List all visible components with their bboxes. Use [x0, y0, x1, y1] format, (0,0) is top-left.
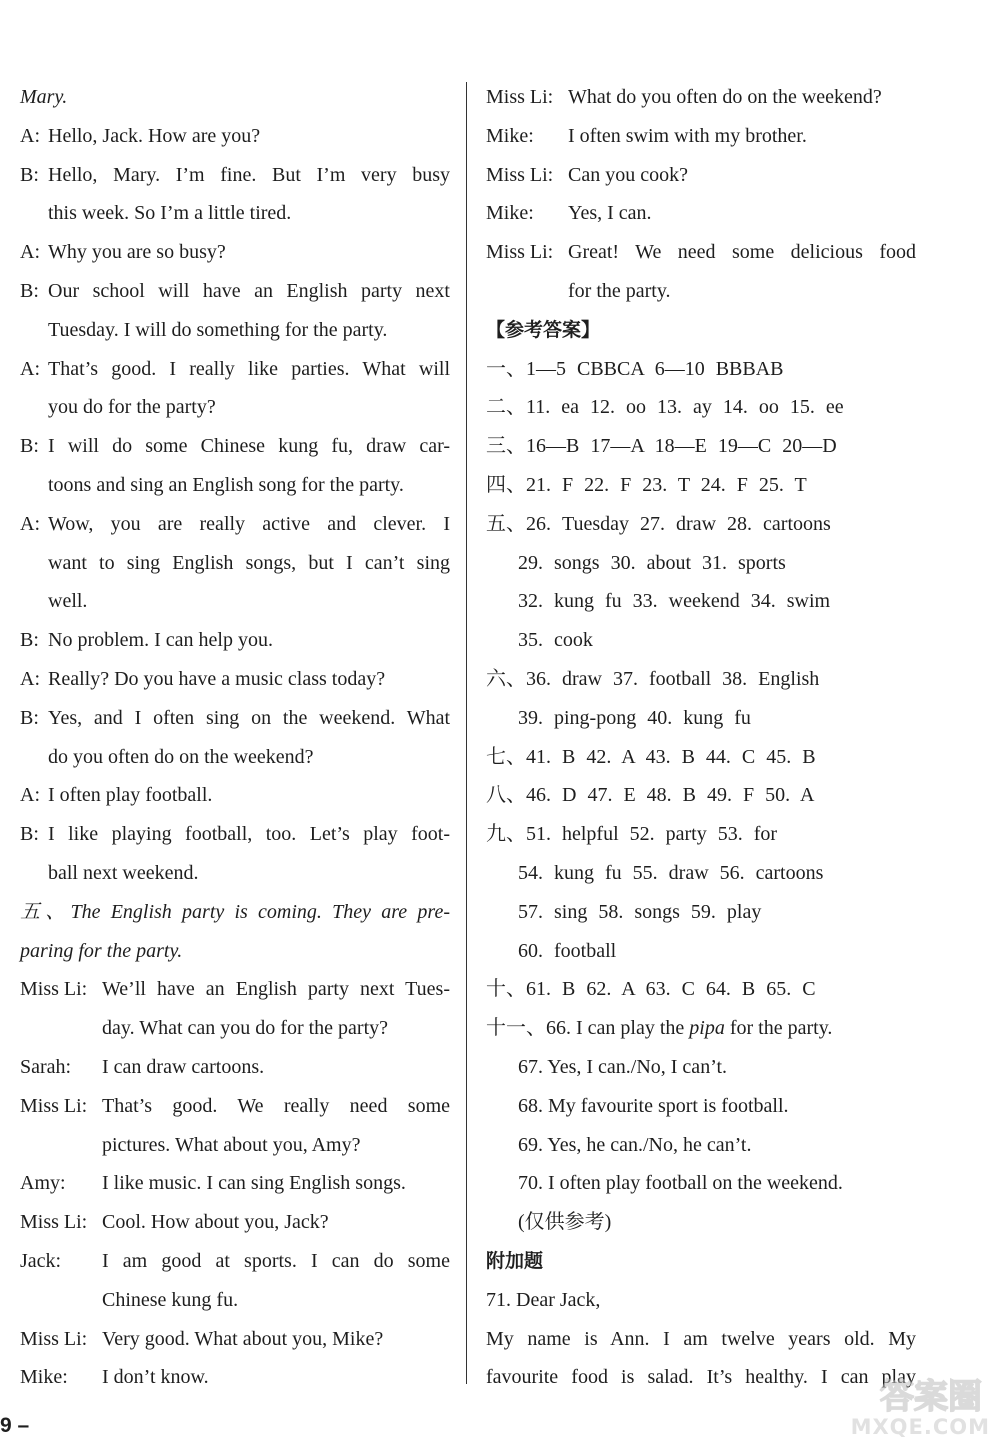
dialogue-line [20, 272, 450, 311]
dialogue-line [20, 1087, 450, 1126]
dialogue-text: Can you cook? [568, 163, 688, 186]
dialogue-text: Our school will have an English party next [48, 279, 450, 302]
dialogue-line [20, 660, 450, 699]
dialogue-text: Really? Do you have a music class today? [48, 667, 386, 690]
speaker-label: A: [20, 241, 40, 264]
section-5-text: 五、The English party is coming. They are pre- [20, 900, 450, 923]
dialogue-text: Tuesday. I will do something for the party. [48, 318, 388, 341]
answer-line-66 [486, 1009, 916, 1048]
dialogue-line [486, 156, 916, 195]
dialogue-text: day. What can you do for the party? [102, 1017, 389, 1040]
dialogue-line [486, 272, 916, 311]
essay-line [486, 1320, 916, 1359]
dialogue-text: this week. So I’m a little tired. [48, 202, 292, 225]
dialogue-line [20, 621, 450, 660]
dialogue-line [20, 117, 450, 156]
column-divider [466, 82, 467, 1384]
dialogue-line [20, 699, 450, 738]
speaker-label: A: [20, 667, 40, 690]
dialogue-text: I will do some Chinese kung fu, draw car- [48, 435, 450, 458]
right-column [486, 78, 916, 1397]
speaker-label: B: [20, 629, 39, 652]
dialogue-line [20, 776, 450, 815]
speaker-label: A: [20, 512, 40, 535]
speaker-label: Miss Li: [20, 978, 88, 1001]
speaker-label: Miss Li: [20, 1211, 88, 1234]
watermark-logo [825, 1369, 990, 1439]
answer-line: 67. Yes, I can./No, I can’t. [518, 1055, 728, 1078]
dialogue-text: No problem. I can help you. [48, 629, 273, 652]
speaker-label: Miss Li: [20, 1327, 88, 1350]
speaker-label: B: [20, 163, 39, 186]
answer-line: 35. cook [518, 629, 593, 652]
dialogue-text: you do for the party? [48, 396, 216, 419]
answer-line: 39. ping-pong 40. kung fu [518, 706, 751, 729]
extra-question-heading: 附加题 [486, 1249, 544, 1272]
answer-line: 四、21. F 22. F 23. T 24. F 25. T [486, 473, 807, 496]
essay-line [486, 1281, 916, 1320]
dialogue-text: for the party. [568, 279, 671, 302]
dialogue-text: Why you are so busy? [48, 241, 226, 264]
dialogue-line [20, 582, 450, 621]
dialogue-line [20, 194, 450, 233]
essay-text: 71. Dear Jack, [486, 1288, 601, 1311]
dialogue-text: I don’t know. [102, 1366, 209, 1389]
answer-line: 70. I often play football on the weekend. [518, 1172, 843, 1195]
dialogue-line [20, 388, 450, 427]
dialogue-line [486, 233, 916, 272]
dialogue-text: I often play football. [48, 784, 213, 807]
dialogue-text: That’s good. We really need some [102, 1094, 450, 1117]
dialogue-speaker-label: Mary. [20, 86, 68, 108]
dialogue-text: Hello, Mary. I’m fine. But I’m very busy [48, 163, 450, 186]
section-5-instruction [20, 893, 450, 932]
dialogue-line [20, 815, 450, 854]
speaker-label: B: [20, 823, 39, 846]
dialogue-line [20, 156, 450, 195]
left-column [20, 78, 450, 1397]
dialogue-line [20, 544, 450, 583]
dialogue-line [20, 233, 450, 272]
speaker-label: Miss Li: [486, 163, 554, 186]
dialogue-text: well. [48, 590, 88, 613]
speaker-label: B: [20, 435, 39, 458]
answer-text: for the party. [724, 1017, 833, 1040]
dialogue-text: Wow, you are really active and clever. I [48, 512, 450, 535]
answer-line: 57. sing 58. songs 59. play [518, 900, 762, 923]
dialogue-text: What do you often do on the weekend? [568, 86, 882, 108]
answer-line: 十、61. B 62. A 63. C 64. B 65. C [486, 978, 816, 1001]
page-number: 9 – [0, 1414, 30, 1437]
dialogue-line [20, 1358, 450, 1397]
watermark-cn: 答案圈 [880, 1377, 982, 1417]
answer-line: 五、26. Tuesday 27. draw 28. cartoons [486, 512, 831, 535]
dialogue-line [20, 1164, 450, 1203]
speaker-label: Jack: [20, 1249, 62, 1272]
speaker-label: A: [20, 784, 40, 807]
dialogue-text: Very good. What about you, Mike? [102, 1327, 384, 1350]
dialogue-text: Cool. How about you, Jack? [102, 1211, 329, 1234]
dialogue-text: Great! We need some delicious food [568, 241, 916, 264]
answer-line: 32. kung fu 33. weekend 34. swim [518, 590, 831, 613]
answer-line: 69. Yes, he can./No, he can’t. [518, 1133, 752, 1156]
dialogue-line [486, 78, 916, 117]
speaker-label: A: [20, 357, 40, 380]
watermark-url: MXQE.COM [850, 1415, 990, 1439]
dialogue-line [20, 1126, 450, 1165]
speaker-label: A: [20, 124, 40, 147]
speaker-label: B: [20, 706, 39, 729]
dialogue-text: Hello, Jack. How are you? [48, 124, 261, 147]
dialogue-line [20, 427, 450, 466]
dialogue-line [20, 738, 450, 777]
dialogue-text: I can draw cartoons. [102, 1055, 265, 1078]
dialogue-text: ball next weekend. [48, 861, 199, 884]
dialogue-text: Yes, I can. [568, 202, 652, 225]
answer-line: (仅供参考) [518, 1211, 612, 1234]
section-5-instruction-cont: paring for the party. [20, 939, 183, 962]
dialogue-line [486, 117, 916, 156]
essay-text: My name is Ann. I am twelve years old. My [486, 1327, 916, 1350]
dialogue-line [20, 466, 450, 505]
dialogue-line [20, 854, 450, 893]
speaker-label: Miss Li: [486, 241, 554, 264]
dialogue-text: toons and sing an English song for the party. [48, 473, 404, 496]
answer-line: 二、11. ea 12. oo 13. ay 14. oo 15. ee [486, 396, 844, 419]
answer-line: 一、1—5 CBBCA 6—10 BBBAB [486, 357, 784, 380]
speaker-label: Miss Li: [486, 86, 554, 108]
dialogue-text: do you often do on the weekend? [48, 745, 314, 768]
answer-line: 七、41. B 42. A 43. B 44. C 45. B [486, 745, 816, 768]
answer-line: 29. songs 30. about 31. sports [518, 551, 786, 574]
dialogue-text: That’s good. I really like parties. What will [48, 357, 450, 380]
speaker-label: Mike: [20, 1366, 68, 1389]
dialogue-line [486, 194, 916, 233]
dialogue-text: pictures. What about you, Amy? [102, 1133, 361, 1156]
dialogue-line [20, 1281, 450, 1320]
answer-line: 68. My favourite sport is football. [518, 1094, 789, 1117]
dialogue-text: I often swim with my brother. [568, 124, 807, 147]
dialogue-line [20, 311, 450, 350]
answer-line: 八、46. D 47. E 48. B 49. F 50. A [486, 784, 815, 807]
answers-heading: 【参考答案】 [486, 318, 601, 341]
answer-line: 九、51. helpful 52. party 53. for [486, 823, 778, 846]
answer-line: 六、36. draw 37. football 38. English [486, 667, 820, 690]
speaker-label: Amy: [20, 1172, 66, 1195]
answer-text: 十一、66. I can play the [486, 1017, 690, 1040]
dialogue-line [20, 1048, 450, 1087]
speaker-label: Mike: [486, 124, 534, 147]
speaker-label: B: [20, 279, 39, 302]
speaker-label: Mike: [486, 202, 534, 225]
answer-line: 54. kung fu 55. draw 56. cartoons [518, 861, 824, 884]
answer-line: 60. football [518, 939, 617, 962]
dialogue-text: Chinese kung fu. [102, 1288, 239, 1311]
dialogue-text: want to sing English songs, but I can’t sing [48, 551, 450, 574]
dialogue-text: I like music. I can sing English songs. [102, 1172, 406, 1195]
speaker-label: Miss Li: [20, 1094, 88, 1117]
dialogue-line [20, 1242, 450, 1281]
dialogue-line [20, 1320, 450, 1359]
dialogue-text: I like playing football, too. Let’s play foot- [48, 823, 450, 846]
dialogue-line [20, 970, 450, 1009]
essay-text: favourite food is salad. It’s healthy. I can play [486, 1366, 916, 1389]
dialogue-line [20, 505, 450, 544]
answer-italic: pipa [689, 1017, 725, 1040]
speaker-label: Sarah: [20, 1055, 72, 1078]
dialogue-line [20, 1203, 450, 1242]
dialogue-text: Yes, and I often sing on the weekend. What [48, 706, 450, 729]
dialogue-text: We’ll have an English party next Tues- [102, 978, 450, 1001]
dialogue-line [20, 350, 450, 389]
answer-line: 三、16—B 17—A 18—E 19—C 20—D [486, 435, 837, 458]
dialogue-line [20, 1009, 450, 1048]
dialogue-text: I am good at sports. I can do some [102, 1249, 450, 1272]
